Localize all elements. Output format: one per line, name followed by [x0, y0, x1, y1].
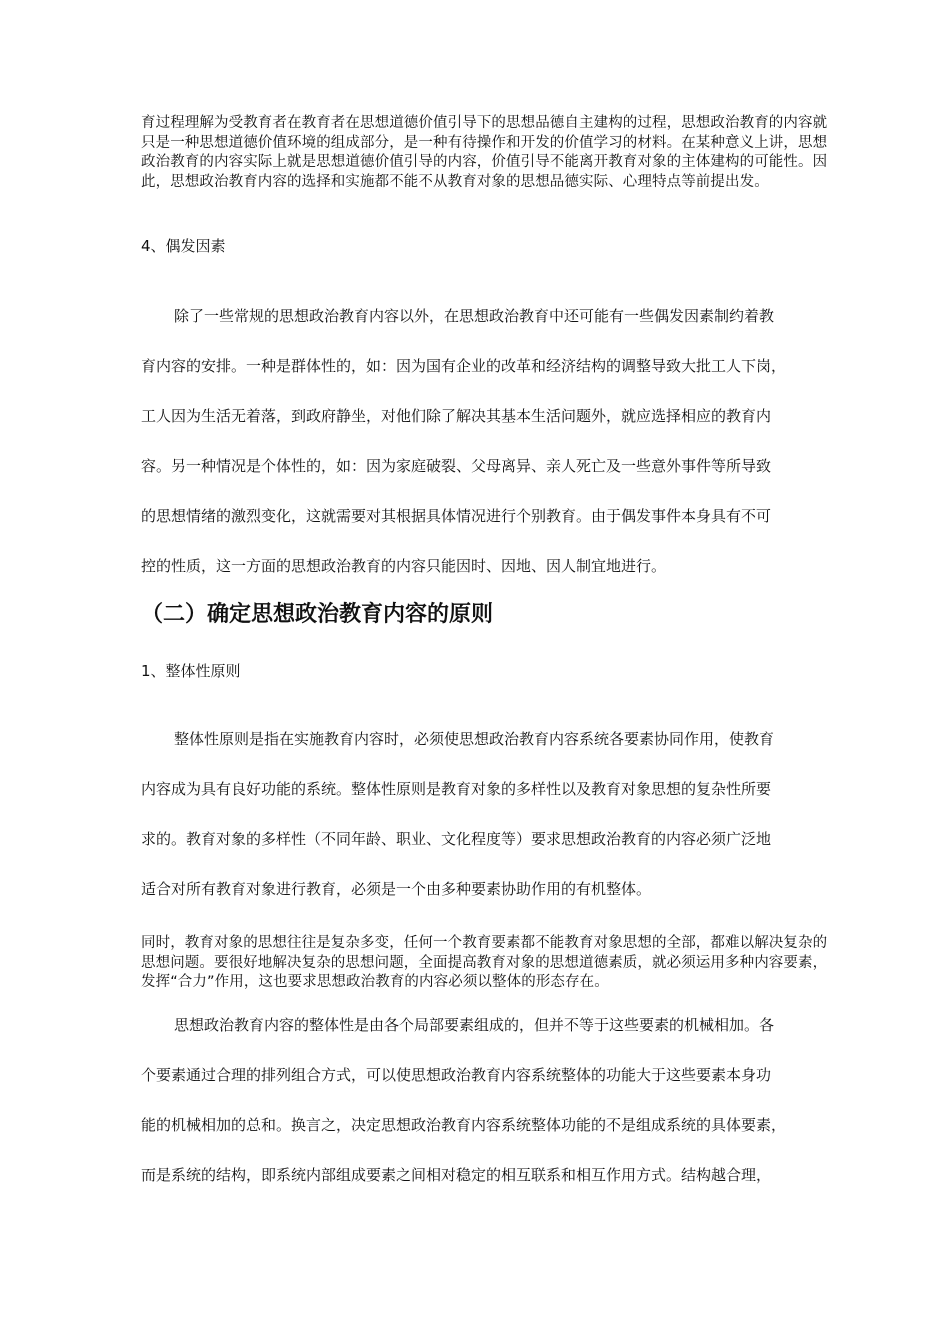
paragraph-content-construction: 育过程理解为受教育者在教育者在思想道德价值引导下的思想品德自主建构的过程，思想政治教育的内容就只是一种思想道德价值环境的组成部分，是一种有待操作和开发的价值学习的材料。在某种意义上讲，思想政治教育的内容实际上就是思想道德价值引导的内容，价值引导不能离开教育对象的主体建构的可能性。因此，思想政治教育内容的选择和实施都不能不从教育对象的思想品德实际、心理特点等前提出发。 [141, 115, 828, 190]
text-line: 控的性质，这一方面的思想政治教育的内容只能因时、因地、因人制宜地进行。 [141, 557, 667, 575]
section-title-principles: （二）确定思想政治教育内容的原则 [141, 602, 494, 627]
text-line: 容。另一种情况是个体性的，如：因为家庭破裂、父母离异、亲人死亡及一些意外事件等所导致 [141, 457, 772, 475]
text-line: 能的机械相加的总和。换言之，决定思想政治教育内容系统整体功能的不是组成系统的具体要素， [141, 1116, 787, 1134]
paragraph-complex-thinking: 同时，教育对象的思想往往是复杂多变，任何一个教育要素都不能教育对象思想的全部，都难以解决复杂的思想问题。要很好地解决复杂的思想问题，全面提高教育对象的思想道德素质，就必须运用多种内容要素，发挥“合力”作用，这也要求思想政治教育的内容必须以整体的形态存在。 [141, 935, 828, 990]
text-line: 内容成为具有良好功能的系统。整体性原则是教育对象的多样性以及教育对象思想的复杂性所要 [141, 780, 772, 798]
text-line: 育内容的安排。一种是群体性的，如：因为国有企业的改革和经济结构的调整导致大批工人下岗， [141, 357, 787, 375]
paragraph-incidental-factors [141, 306, 831, 606]
paragraph-integrity-structure [141, 1015, 831, 1215]
text-line: 求的。教育对象的多样性（不同年龄、职业、文化程度等）要求思想政治教育的内容必须广泛地 [141, 830, 772, 848]
subheading-incidental-factors: 4、偶发因素 [141, 237, 226, 255]
text-line: 的思想情绪的激烈变化，这就需要对其根据具体情况进行个别教育。由于偶发事件本身具有不可 [141, 507, 772, 525]
text-line: 思想政治教育内容的整体性是由各个局部要素组成的，但并不等于这些要素的机械相加。各 [174, 1016, 775, 1034]
paragraph-integrity-principle [141, 729, 831, 929]
text-line: 而是系统的结构，即系统内部组成要素之间相对稳定的相互联系和相互作用方式。结构越合理， [141, 1166, 772, 1184]
text-line: 整体性原则是指在实施教育内容时，必须使思想政治教育内容系统各要素协同作用，使教育 [174, 730, 775, 748]
text-line: 除了一些常规的思想政治教育内容以外，在思想政治教育中还可能有一些偶发因素制约着教 [174, 307, 775, 325]
text-line: 工人因为生活无着落，到政府静坐，对他们除了解决其基本生活问题外，就应选择相应的教育内 [141, 407, 772, 425]
text-line: 个要素通过合理的排列组合方式，可以使思想政治教育内容系统整体的功能大于这些要素本身功 [141, 1066, 772, 1084]
subheading-integrity-principle: 1、整体性原则 [141, 662, 241, 680]
text-line: 适合对所有教育对象进行教育，必须是一个由多种要素协助作用的有机整体。 [141, 880, 652, 898]
